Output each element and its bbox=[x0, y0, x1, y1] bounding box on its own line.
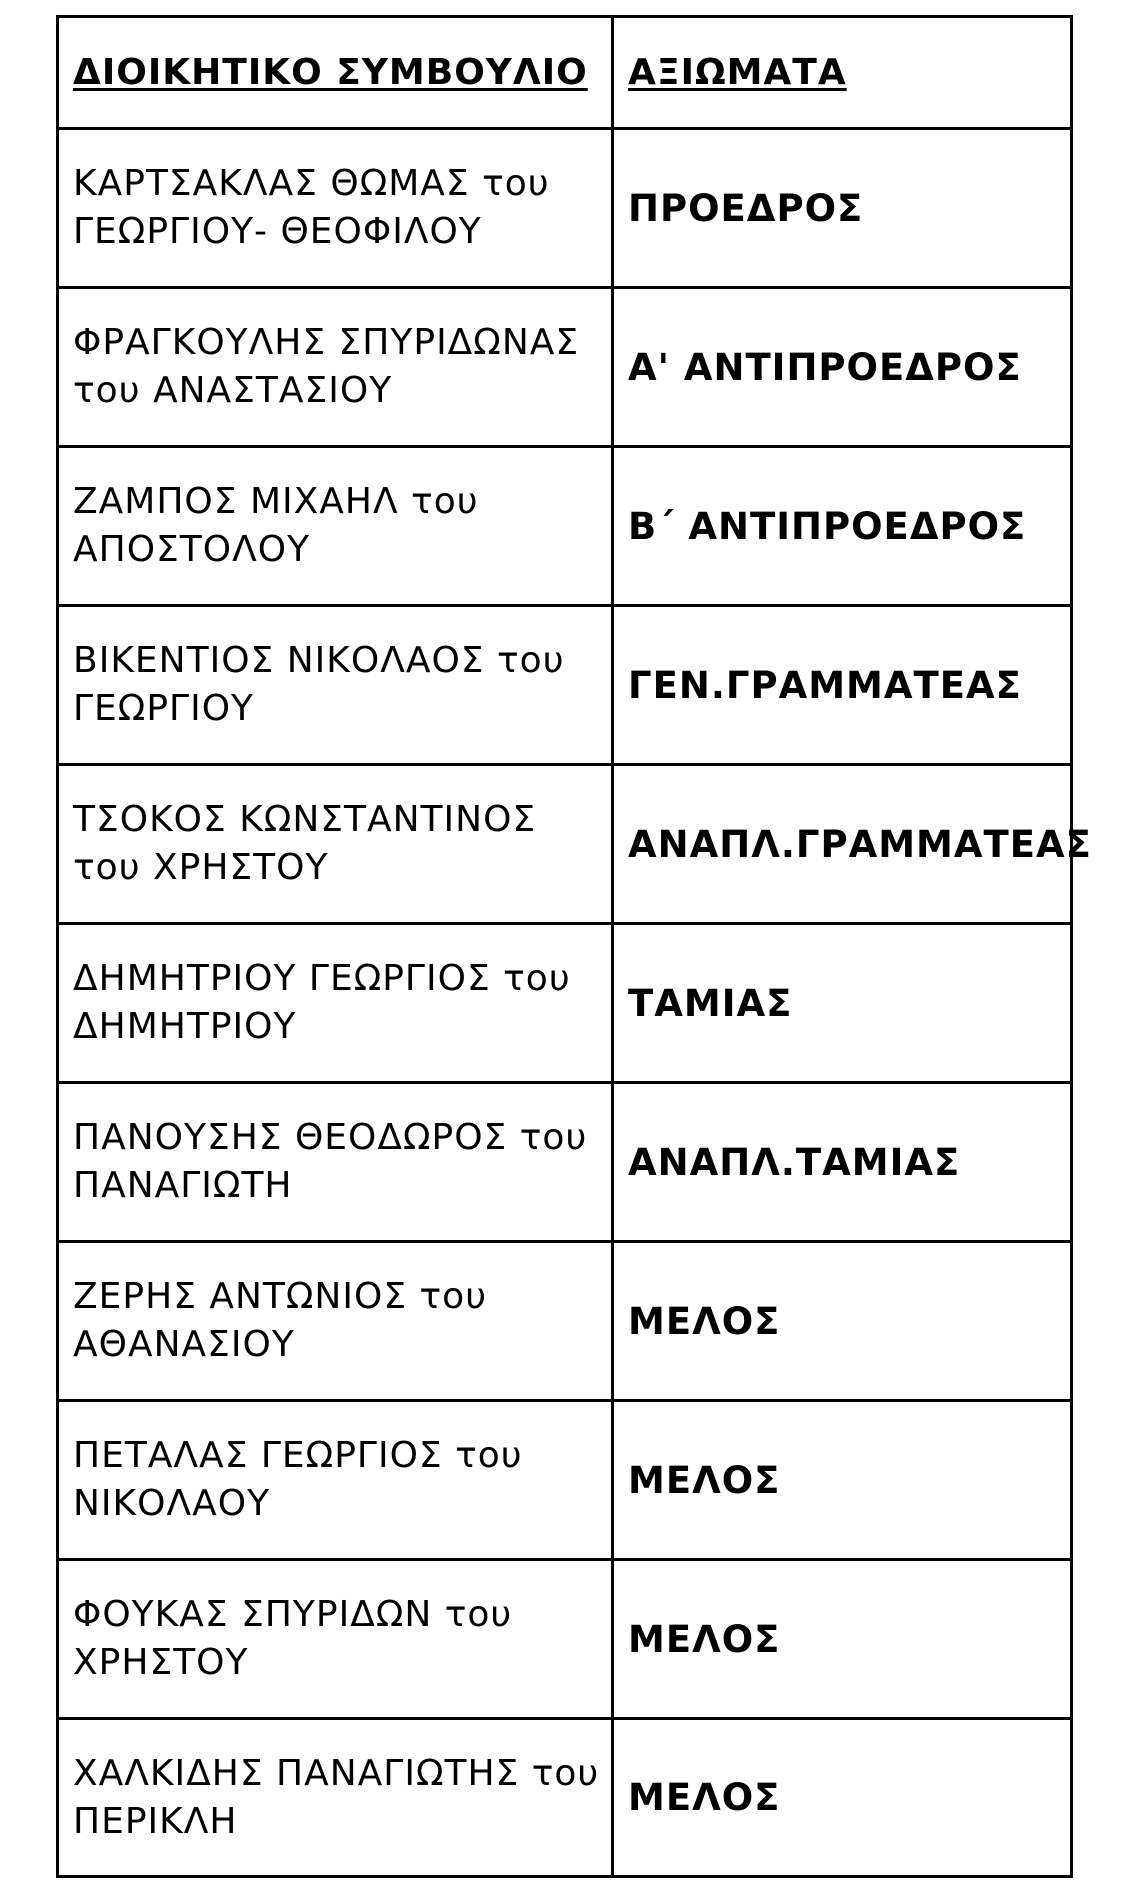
member-name-cell bbox=[58, 1560, 613, 1719]
table-row bbox=[58, 1401, 1072, 1560]
member-name-line2: ΧΡΗΣΤΟΥ bbox=[73, 1642, 249, 1683]
table-row bbox=[58, 1242, 1072, 1401]
table-row bbox=[58, 606, 1072, 765]
member-name-line1: ΦΡΑΓΚΟΥΛΗΣ ΣΠΥΡΙΔΩΝΑΣ bbox=[73, 322, 580, 363]
member-name-line1: ΚΑΡΤΣΑΚΛΑΣ ΘΩΜΑΣ του bbox=[73, 163, 550, 204]
member-role-cell: ΜΕΛΟΣ bbox=[613, 1401, 1072, 1560]
member-role-cell: ΑΝΑΠΛ.ΤΑΜΙΑΣ bbox=[613, 1083, 1072, 1242]
member-name-cell bbox=[58, 1719, 613, 1877]
member-name-cell bbox=[58, 765, 613, 924]
table-row bbox=[58, 129, 1072, 288]
member-name-cell bbox=[58, 1083, 613, 1242]
member-name-line1: ΤΣΟΚΟΣ ΚΩΝΣΤΑΝΤΙΝΟΣ bbox=[73, 799, 537, 840]
header-board: ΔΙΟΙΚΗΤΙΚΟ ΣΥΜΒΟΥΛΙΟ bbox=[58, 17, 613, 129]
member-name-line2: ΠΑΝΑΓΙΩΤΗ bbox=[73, 1165, 293, 1206]
member-role-cell: ΜΕΛΟΣ bbox=[613, 1560, 1072, 1719]
member-name-cell bbox=[58, 1401, 613, 1560]
member-name-line1: ΧΑΛΚΙΔΗΣ ΠΑΝΑΓΙΩΤΗΣ του bbox=[73, 1752, 600, 1794]
member-name-cell bbox=[58, 606, 613, 765]
member-name-line2: ΑΘΑΝΑΣΙΟΥ bbox=[73, 1324, 295, 1365]
table-row bbox=[58, 924, 1072, 1083]
table-row bbox=[58, 447, 1072, 606]
member-role-cell: Β΄ ΑΝΤΙΠΡΟΕΔΡΟΣ bbox=[613, 447, 1072, 606]
member-role-cell: ΓΕΝ.ΓΡΑΜΜΑΤΕΑΣ bbox=[613, 606, 1072, 765]
table-header-row bbox=[58, 17, 1072, 129]
member-name-line1: ΖΕΡΗΣ ΑΝΤΩΝΙΟΣ του bbox=[73, 1276, 488, 1317]
table-row bbox=[58, 765, 1072, 924]
member-name-line2: του ΧΡΗΣΤΟΥ bbox=[73, 847, 329, 888]
member-role-cell: ΜΕΛΟΣ bbox=[613, 1242, 1072, 1401]
member-role-cell: ΤΑΜΙΑΣ bbox=[613, 924, 1072, 1083]
header-positions: ΑΞΙΩΜΑΤΑ bbox=[613, 17, 1072, 129]
member-role-cell: ΠΡΟΕΔΡΟΣ bbox=[613, 129, 1072, 288]
member-name-cell bbox=[58, 288, 613, 447]
member-role-cell: ΑΝΑΠΛ.ΓΡΑΜΜΑΤΕΑΣ bbox=[613, 765, 1072, 924]
member-name-line1: ΠΕΤΑΛΑΣ ΓΕΩΡΓΙΟΣ του bbox=[73, 1435, 523, 1476]
table-row bbox=[58, 288, 1072, 447]
member-name-line2: ΑΠΟΣΤΟΛΟΥ bbox=[73, 529, 311, 570]
member-name-cell bbox=[58, 447, 613, 606]
member-name-cell bbox=[58, 924, 613, 1083]
member-name-line1: ΖΑΜΠΟΣ ΜΙΧΑΗΛ του bbox=[73, 481, 479, 522]
member-name-line1: ΒΙΚΕΝΤΙΟΣ ΝΙΚΟΛΑΟΣ του bbox=[73, 640, 565, 681]
member-name-cell bbox=[58, 129, 613, 288]
member-name-line2: του ΑΝΑΣΤΑΣΙΟΥ bbox=[73, 370, 393, 411]
member-name-line2: ΓΕΩΡΓΙΟΥ bbox=[73, 688, 255, 729]
member-name-line2: ΠΕΡΙΚΛΗ bbox=[73, 1800, 238, 1842]
table-row bbox=[58, 1560, 1072, 1719]
member-role-cell: ΜΕΛΟΣ bbox=[613, 1719, 1072, 1877]
member-role-cell: Α' ΑΝΤΙΠΡΟΕΔΡΟΣ bbox=[613, 288, 1072, 447]
member-name-cell bbox=[58, 1242, 613, 1401]
table-row bbox=[58, 1719, 1072, 1877]
board-members-table bbox=[56, 15, 1092, 1878]
member-name-line2: ΔΗΜΗΤΡΙΟΥ bbox=[73, 1006, 297, 1047]
member-name-line1: ΔΗΜΗΤΡΙΟΥ ΓΕΩΡΓΙΟΣ του bbox=[73, 958, 571, 999]
table-row bbox=[58, 1083, 1072, 1242]
member-name-line2: ΝΙΚΟΛΑΟΥ bbox=[73, 1483, 271, 1524]
member-name-line2: ΓΕΩΡΓΙΟΥ- ΘΕΟΦΙΛΟΥ bbox=[73, 211, 482, 252]
member-name-line1: ΦΟΥΚΑΣ ΣΠΥΡΙΔΩΝ του bbox=[73, 1594, 513, 1635]
member-name-line1: ΠΑΝΟΥΣΗΣ ΘΕΟΔΩΡΟΣ του bbox=[73, 1117, 588, 1158]
